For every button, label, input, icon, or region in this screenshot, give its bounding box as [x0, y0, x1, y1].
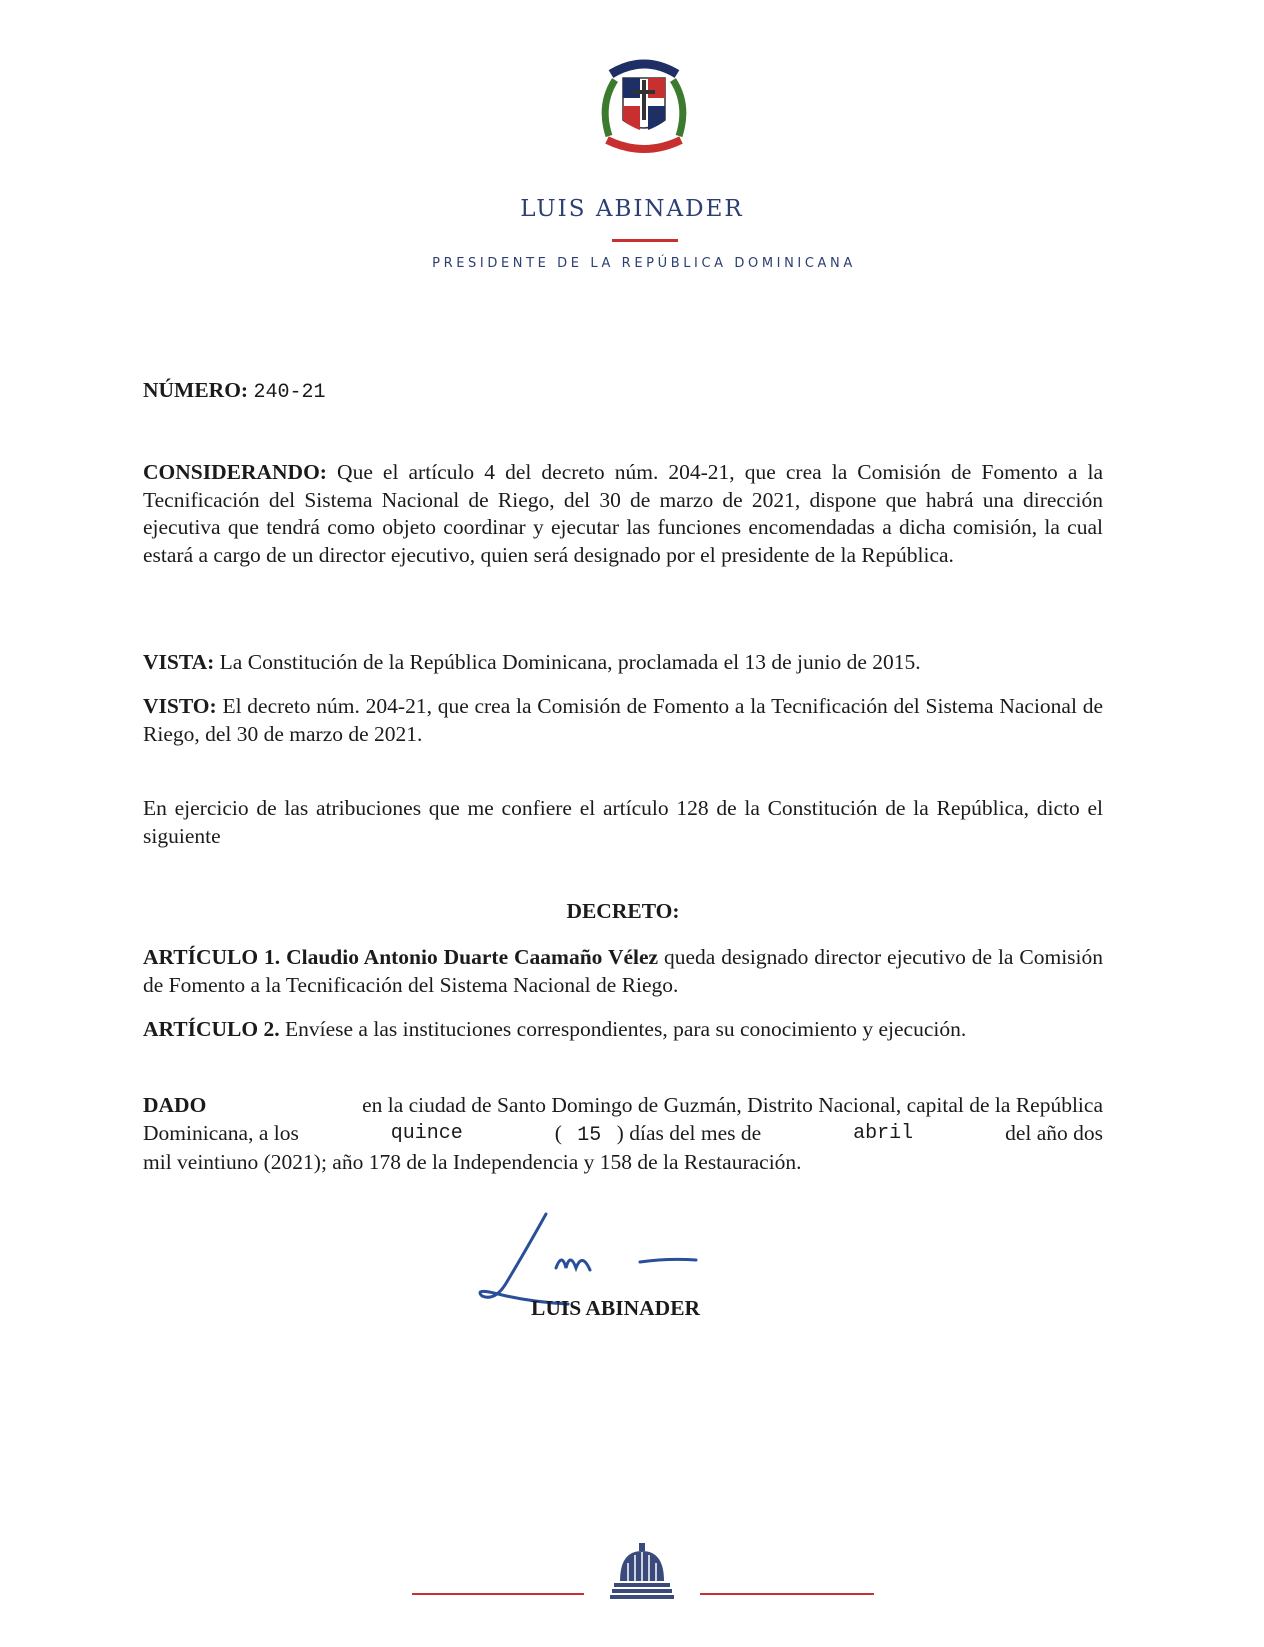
footer-rule-left: [412, 1593, 584, 1595]
day-number: 15: [577, 1123, 602, 1147]
articulo-1-label: ARTÍCULO 1.: [143, 945, 281, 969]
vista-label: VISTA:: [143, 650, 215, 674]
header-subtitle: PRESIDENTE DE LA REPÚBLICA DOMINICANA: [432, 256, 856, 271]
dado-line-2: [143, 1120, 1103, 1150]
day-word: quince: [390, 1121, 463, 1145]
decree-number: [143, 377, 1103, 407]
month-name: abril: [853, 1121, 914, 1145]
considerando-paragraph: [143, 459, 1103, 569]
ejercicio-paragraph: En ejercicio de las atribuciones que me confiere el artículo 128 de la Constitución de la República, dicto el siguiente: [143, 796, 1103, 848]
day-close-paren: ): [616, 1120, 624, 1145]
decree-number-value: 240-21: [253, 381, 326, 404]
coat-of-arms-icon: [589, 50, 699, 160]
dado-label: DADO: [143, 1093, 207, 1117]
decreto-title: DECRETO:: [566, 899, 680, 923]
articulo-2-label: ARTÍCULO 2.: [143, 1017, 280, 1041]
articulo-2: [143, 1016, 1103, 1044]
dado-text-3: mil veintiuno (2021); año 178 de la Independencia y 158 de la Restauración.: [143, 1150, 802, 1175]
visto-label: VISTO:: [143, 694, 217, 718]
dado-text-1: en la ciudad de Santo Domingo de Guzmán, Distrito Nacional, capital de la República: [362, 1093, 1103, 1117]
vista-paragraph: [143, 649, 1103, 677]
footer-rule-right: [700, 1593, 874, 1595]
dado-line-1: [143, 1092, 1103, 1120]
designee-name: Claudio Antonio Duarte Caamaño Vélez: [286, 945, 659, 969]
signer-name: LUIS ABINADER: [531, 1296, 701, 1320]
dado-dominicana: Dominicana, a los: [143, 1120, 299, 1145]
considerando-text: Que el artículo 4 del decreto núm. 204-21, que crea la Comisión de Fomento a la Tecnificación del Sistema Nacional de Riego, del 30 de marzo de 2021, dispone que habrá una dirección ejecutiva que tendrá como objeto coordinar y ejecutar las funciones encomendadas a dicha comisión, la cual estará a cargo de un director ejecutivo, quien será designado por el presidente de la República.: [143, 460, 1104, 567]
dado-paragraph: [143, 1092, 1103, 1177]
day-open-paren: (: [554, 1120, 562, 1145]
day-number-group: [555, 1120, 761, 1150]
vista-text: La Constitución de la República Dominicana, proclamada el 13 de junio de 2015.: [219, 650, 921, 674]
articulo-1: [143, 944, 1103, 999]
header-name: LUIS ABINADER: [520, 196, 744, 222]
dome-icon: [608, 1541, 676, 1601]
visto-text: El decreto núm. 204-21, que crea la Comisión de Fomento a la Tecnificación del Sistema Nacional de Riego, del 30 de marzo de 2021.: [143, 694, 1103, 746]
considerando-label: CONSIDERANDO:: [143, 460, 327, 484]
visto-paragraph: [143, 693, 1103, 748]
header-divider: [612, 239, 678, 242]
articulo-2-text: Envíese a las instituciones correspondientes, para su conocimiento y ejecución.: [285, 1017, 967, 1041]
articulo-1-text: queda designado director ejecutivo de la Comisión de Fomento a la Tecnificación del Sistema Nacional de Riego.: [143, 945, 1104, 997]
dado-mes: días del mes de: [629, 1120, 762, 1145]
decree-number-label: NÚMERO:: [143, 378, 249, 402]
dado-ano: del año dos: [1005, 1120, 1103, 1145]
